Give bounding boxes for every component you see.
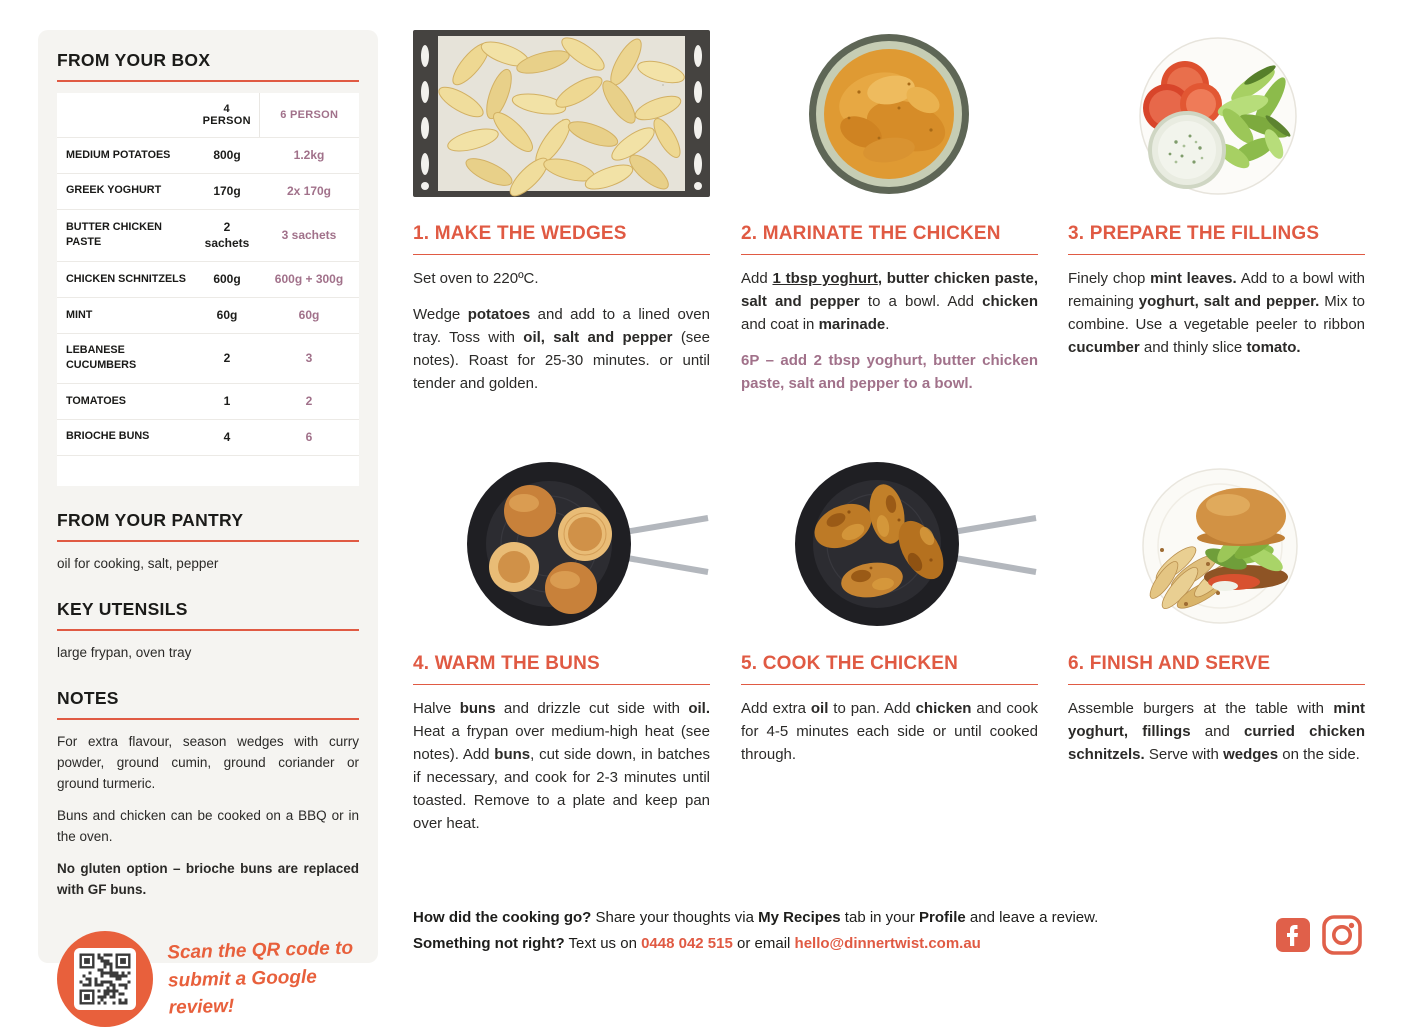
table-row: TOMATOES 1 2 bbox=[57, 384, 359, 420]
table-header-row bbox=[57, 93, 359, 138]
table-row: LEBANESE CUCUMBERS 2 3 bbox=[57, 333, 359, 383]
footer-question-2: Something not right? bbox=[413, 934, 565, 952]
table-row: GREEK YOGHURT 170g 2x 170g bbox=[57, 173, 359, 209]
qr-caption-line1: Scan the QR code to bbox=[167, 937, 354, 964]
step-6-finish-and-serve bbox=[1068, 460, 1365, 780]
step-5-instructions bbox=[741, 698, 1038, 767]
step-5-title: 5. COOK THE CHICKEN bbox=[741, 653, 1038, 685]
footer-feedback bbox=[413, 905, 1263, 957]
paragraph: Set oven to 220ºC. bbox=[413, 270, 539, 287]
paragraph: 6P – add 2 tbsp yoghurt, butter chicken paste, salt and pepper to a bowl. bbox=[741, 351, 1038, 392]
social-links bbox=[1276, 913, 1364, 957]
box-contents-rows bbox=[57, 138, 359, 456]
step-5-photo-chicken-in-pan bbox=[741, 460, 1038, 627]
from-your-box-title: FROM YOUR BOX bbox=[57, 50, 359, 82]
footer-line-1: How did the cooking go? Share your thoughts via My Recipes tab in your Profile and leave a review. bbox=[413, 909, 1099, 926]
key-utensils-title: KEY UTENSILS bbox=[57, 599, 359, 631]
footer-line-2: Something not right? Text us on 0448 042 515 or email hello@dinnertwist.com.au bbox=[413, 934, 981, 952]
box-contents-card bbox=[57, 93, 359, 486]
profile-label: Profile bbox=[919, 909, 966, 926]
pantry-section bbox=[57, 510, 359, 574]
col-6-person: 6 PERSON bbox=[259, 93, 359, 138]
instructions-grid bbox=[413, 30, 1366, 890]
qr-code-icon bbox=[74, 948, 136, 1010]
paragraph: No gluten option – brioche buns are replaced with GF buns. bbox=[57, 860, 359, 897]
step-4-warm-the-buns bbox=[413, 460, 710, 849]
utensils-section bbox=[57, 599, 359, 663]
step-3-title: 3. PREPARE THE FILLINGS bbox=[1068, 223, 1365, 255]
step-1-title: 1. MAKE THE WEDGES bbox=[413, 223, 710, 255]
step-2-marinate-the-chicken bbox=[741, 30, 1038, 409]
step-6-title: 6. FINISH AND SERVE bbox=[1068, 653, 1365, 685]
box-contents-table bbox=[57, 93, 359, 456]
step-3-prepare-the-fillings bbox=[1068, 30, 1365, 373]
step-1-instructions bbox=[413, 268, 710, 396]
phone-number[interactable]: 0448 042 515 bbox=[641, 934, 733, 952]
step-3-photo-fillings-plate bbox=[1068, 30, 1365, 197]
qr-code-badge bbox=[57, 931, 153, 1027]
paragraph: Add extra oil to pan. Add chicken and cook for 4-5 minutes each side or until cooked through. bbox=[741, 700, 1039, 763]
paragraph: Wedge potatoes and add to a lined oven tray. Toss with oil, salt and pepper (see notes). Roast for 25-30 minutes. or until tender and golden. bbox=[413, 305, 710, 392]
google-review-block bbox=[57, 931, 359, 1027]
step-5-cook-the-chicken bbox=[741, 460, 1038, 780]
email-link[interactable]: hello@dinnertwist.com.au bbox=[794, 934, 981, 952]
utensils-items: large frypan, oven tray bbox=[57, 644, 192, 660]
qr-caption-line2: submit a Google review! bbox=[167, 966, 318, 1019]
qr-caption bbox=[167, 935, 360, 1023]
paragraph: For extra flavour, season wedges with curry powder, ground cumin, ground coriander or ground turmeric. bbox=[57, 734, 359, 791]
paragraph: Buns and chicken can be cooked on a BBQ or in the oven. bbox=[57, 807, 359, 844]
footer-question-1: How did the cooking go? bbox=[413, 909, 592, 926]
paragraph: Halve buns and drizzle cut side with oil. Heat a frypan over medium-high heat (see notes). Add buns, cut side down, in batches if necessary, and cook for 2-3 minutes until toasted. Remove to a plate and keep pan over heat. bbox=[413, 700, 710, 832]
notes-title: NOTES bbox=[57, 688, 359, 720]
step-2-instructions bbox=[741, 268, 1038, 396]
pantry-items: oil for cooking, salt, pepper bbox=[57, 555, 219, 571]
paragraph: Finely chop mint leaves. Add to a bowl with remaining yoghurt, salt and pepper. Mix to combine. Use a vegetable peeler to ribbon cucumber and thinly slice tomato. bbox=[1068, 270, 1366, 356]
table-row: CHICKEN SCHNITZELS 600g 600g + 300g bbox=[57, 262, 359, 298]
ingredient-column-header bbox=[57, 93, 195, 138]
step-1-photo-wedges-on-tray bbox=[413, 30, 710, 197]
col-4-person: 4 PERSON bbox=[195, 93, 259, 138]
paragraph: Add 1 tbsp yoghurt, butter chicken paste, salt and pepper to a bowl. Add chicken and coat in marinade. bbox=[741, 270, 1039, 333]
step-2-photo-marinated-chicken-bowl bbox=[741, 30, 1038, 197]
from-your-pantry-title: FROM YOUR PANTRY bbox=[57, 510, 359, 542]
step-4-photo-buns-in-pan bbox=[413, 460, 710, 627]
instagram-icon[interactable] bbox=[1320, 913, 1364, 957]
table-row: MEDIUM POTATOES 800g 1.2kg bbox=[57, 138, 359, 174]
sidebar-panel bbox=[38, 30, 378, 1019]
paragraph: Assemble burgers at the table with mint yoghurt, fillings and curried chicken schnitzels. Serve with wedges on the side. bbox=[1068, 700, 1365, 763]
step-6-photo-finished-burger-plate bbox=[1068, 460, 1365, 627]
my-recipes-label: My Recipes bbox=[758, 909, 841, 926]
step-1-make-the-wedges bbox=[413, 30, 710, 409]
table-row: MINT 60g 60g bbox=[57, 297, 359, 333]
notes-text bbox=[57, 732, 359, 900]
step-3-instructions bbox=[1068, 268, 1365, 360]
step-4-instructions bbox=[413, 698, 710, 836]
facebook-icon[interactable] bbox=[1276, 918, 1310, 952]
step-2-title: 2. MARINATE THE CHICKEN bbox=[741, 223, 1038, 255]
step-4-title: 4. WARM THE BUNS bbox=[413, 653, 710, 685]
step-6-instructions bbox=[1068, 698, 1365, 767]
table-row: BRIOCHE BUNS 4 6 bbox=[57, 419, 359, 455]
table-row: BUTTER CHICKEN PASTE 2 sachets 3 sachets bbox=[57, 209, 359, 262]
notes-section bbox=[57, 688, 359, 900]
